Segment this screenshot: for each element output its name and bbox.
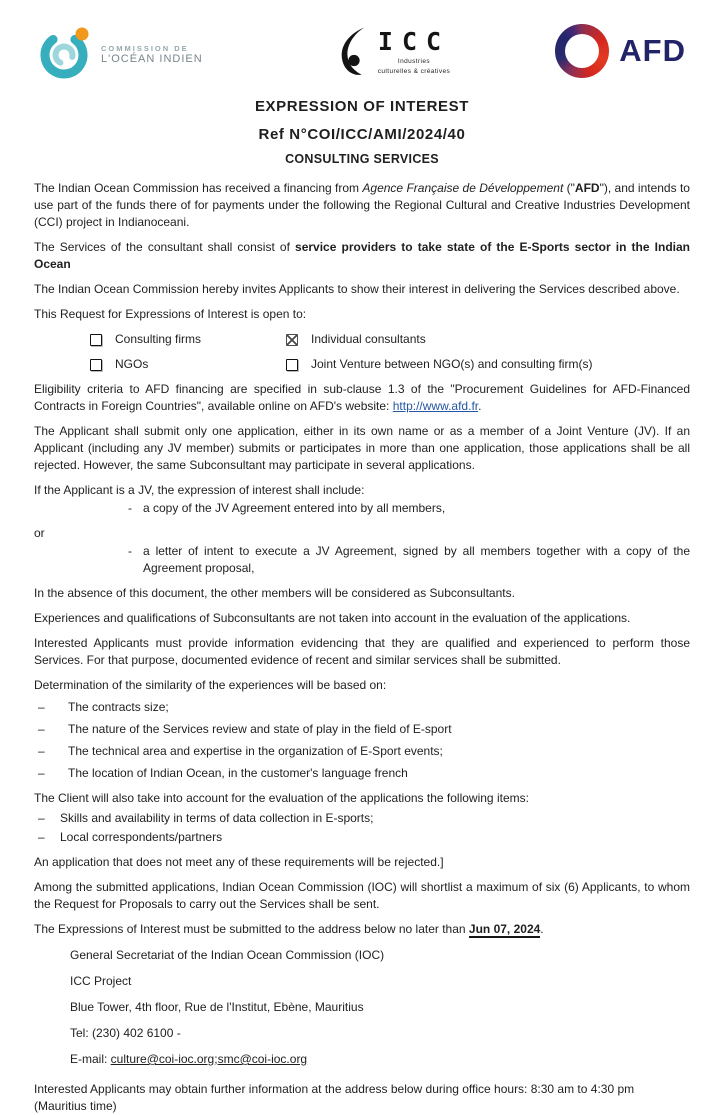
open-to-paragraph <box>34 306 690 323</box>
item-text <box>143 500 690 517</box>
icc-logo <box>338 26 450 83</box>
document-subtitle: CONSULTING SERVICES <box>285 152 439 166</box>
text-segment: AFD <box>574 181 600 195</box>
dash-bullet: – <box>38 722 45 736</box>
text-segment: The Indian Ocean Commission hereby invites Applicants to show their interest in delivering the Services described above. <box>34 282 680 296</box>
reference-number: Ref N°COI/ICC/AMI/2024/40 <box>258 126 466 143</box>
rejection-paragraph <box>34 854 690 871</box>
text-segment: The Services of the consultant shall consist of <box>34 240 296 254</box>
coi-logo <box>36 24 203 87</box>
afd-wordmark: AFD <box>619 33 686 68</box>
single-application-paragraph <box>34 423 690 474</box>
text-segment: General Secretariat of the Indian Ocean Commission (IOC) <box>70 948 385 962</box>
logo-header <box>0 0 724 90</box>
text-segment: If the Applicant is a JV, the expression of interest shall include: <box>34 483 365 497</box>
text-segment: The Expressions of Interest must be submitted to the address below no later than <box>34 922 469 936</box>
coi-logo-line2: L'OCÉAN INDIEN <box>101 53 203 66</box>
list-item-text: Skills and availability in terms of data collection in E-sports; <box>60 811 374 825</box>
text-segment: In the absence of this document, the other members will be considered as Subconsultants. <box>34 586 515 600</box>
checkbox-checked-icon[interactable] <box>286 334 298 346</box>
address-line-tel <box>34 1025 690 1042</box>
text-segment: . <box>540 922 544 936</box>
text-segment: Blue Tower, 4th floor, Rue de l'Institut, Ebène, Mauritius <box>70 1000 364 1014</box>
dash-bullet: – <box>38 830 45 844</box>
checkbox-unchecked-icon[interactable] <box>90 334 102 346</box>
item-text <box>143 543 690 577</box>
text-segment: The Applicant shall submit only one application, either in its own name or as a member of a Joint Venture (JV). If an Applicant (including any JV member) submits or participates in more than one application, those applications shall be all rejected. However, the same Subconsultant may participate in several applications. <box>34 424 690 472</box>
text-segment: ; <box>214 1052 218 1066</box>
jv-intro-paragraph <box>34 482 690 499</box>
title-block <box>0 98 724 166</box>
list-item-text: The nature of the Services review and state of play in the field of E-sport <box>68 722 452 736</box>
office-hours-paragraph <box>34 1081 690 1115</box>
coi-logo-line1: COMMISSION DE <box>101 43 189 53</box>
dash-bullet: – <box>38 766 45 780</box>
coi-swirl-icon <box>36 24 94 87</box>
list-item-text: The contracts size; <box>68 700 169 714</box>
checkbox-label: Joint Venture between NGO(s) and consulting firm(s) <box>311 357 593 371</box>
checkbox-option <box>286 331 426 348</box>
checkbox-label: NGOs <box>115 357 149 371</box>
eligibility-checkboxes <box>34 331 690 373</box>
text-segment: An application that does not meet any of these requirements will be rejected.] <box>34 855 444 869</box>
text-segment: Eligibility criteria to AFD financing are specified in sub-clause 1.3 of the "Procurement Guidelines for AFD-Financed Contracts in Foreign Countries", available online on AFD's website: <box>34 382 690 413</box>
address-line-secretariat <box>34 947 690 964</box>
text-segment: "), and intends to use part of the funds there of for payments under the following the Regional Cultural and Creative Industries Development (CCI) project in Indianoceani. <box>34 181 690 229</box>
icc-mark-icon <box>338 26 370 83</box>
document-title: EXPRESSION OF INTEREST <box>254 98 470 115</box>
list-item <box>34 721 690 738</box>
list-item <box>34 765 690 782</box>
client-items-paragraph <box>34 790 690 807</box>
email-link[interactable]: culture@coi-ioc.org <box>110 1052 215 1066</box>
afd-ring-icon <box>555 24 609 78</box>
checkbox-row <box>90 356 690 373</box>
list-item <box>34 829 690 846</box>
dash-bullet: - <box>128 544 132 558</box>
intro-paragraph <box>34 180 690 231</box>
icc-logo-text <box>378 26 450 77</box>
icc-subtitle: Industries culturelles & créatives <box>377 58 451 75</box>
similarity-criteria-list <box>34 699 690 782</box>
document-body <box>0 166 724 1115</box>
list-item <box>34 743 690 760</box>
list-item <box>34 810 690 827</box>
list-item <box>34 699 690 716</box>
address-line-email <box>34 1051 690 1068</box>
text-segment: This Request for Expressions of Interest is open to: <box>34 307 307 321</box>
text-segment: Interested Applicants may obtain further information at the address below during office hours: 8:30 am to 4:30 pm (Mauritius time) <box>34 1082 635 1113</box>
text-segment: Experiences and qualifications of Subconsultants are not taken into account in the evaluation of the applications. <box>34 611 631 625</box>
subconsultants-paragraph <box>34 610 690 627</box>
services-paragraph <box>34 239 690 273</box>
text-segment: E-mail: <box>70 1052 111 1066</box>
eligibility-paragraph <box>34 381 690 415</box>
dash-bullet: – <box>38 811 45 825</box>
coi-orange-dot <box>76 28 89 41</box>
email-link[interactable]: smc@coi-ioc.org <box>217 1052 308 1066</box>
icc-wordmark: ICC <box>377 27 451 56</box>
list-item-text: The technical area and expertise in the organization of E-Sport events; <box>68 744 443 758</box>
checkbox-label: Individual consultants <box>311 332 426 346</box>
checkbox-unchecked-icon[interactable] <box>286 359 298 371</box>
address-line-street <box>34 999 690 1016</box>
text-segment: or <box>34 526 45 540</box>
checkbox-option <box>90 331 286 348</box>
jv-item-2 <box>34 543 690 577</box>
list-item-text: Local correspondents/partners <box>60 830 223 844</box>
dash-bullet: – <box>38 700 45 714</box>
jv-item-1 <box>34 500 690 517</box>
text-segment: a letter of intent to execute a JV Agreement, signed by all members together with a copy of the Agreement proposal, <box>143 544 690 575</box>
text-segment: Interested Applicants must provide information evidencing that they are qualified and experienced to perform those Services. For that purpose, documented evidence of recent and similar services shall be submitted. <box>34 636 690 667</box>
checkbox-label: Consulting firms <box>115 332 202 346</box>
afd-logo <box>555 24 686 78</box>
text-segment: (" <box>563 181 575 195</box>
text-segment: The Indian Ocean Commission has received a financing from <box>34 181 363 195</box>
text-segment: . <box>478 399 482 413</box>
text-segment: ICC Project <box>70 974 132 988</box>
list-item-text: The location of Indian Ocean, in the customer's language french <box>68 766 408 780</box>
text-segment: Tel: (230) 402 6100 - <box>70 1026 181 1040</box>
or-line <box>34 525 690 542</box>
text-segment: Jun 07, 2024 <box>468 922 541 936</box>
text-segment: Determination of the similarity of the experiences will be based on: <box>34 678 387 692</box>
text-segment: Among the submitted applications, Indian Ocean Commission (IOC) will shortlist a maximum of six (6) Applicants, to whom the Request for Proposals to carry out the Services shall be sent. <box>34 880 690 911</box>
checkbox-unchecked-icon[interactable] <box>90 359 102 371</box>
hyperlink[interactable]: http://www.afd.fr <box>392 399 479 413</box>
determination-paragraph <box>34 677 690 694</box>
text-segment: service providers to take state of the E-Sports sector in the Indian Ocean <box>34 240 690 271</box>
coi-logo-text <box>101 45 203 66</box>
checkbox-row <box>90 331 690 348</box>
absence-paragraph <box>34 585 690 602</box>
checkbox-option <box>90 356 286 373</box>
checkbox-option <box>286 356 592 373</box>
text-segment: a copy of the JV Agreement entered into by all members, <box>143 501 446 515</box>
dash-bullet: - <box>128 501 132 515</box>
dash-bullet: – <box>38 744 45 758</box>
invitation-paragraph <box>34 281 690 298</box>
client-items-list <box>34 810 690 846</box>
text-segment: Agence Française de Développement <box>362 181 564 195</box>
evidence-paragraph <box>34 635 690 669</box>
shortlist-paragraph <box>34 879 690 913</box>
address-line-project <box>34 973 690 990</box>
text-segment: The Client will also take into account for the evaluation of the applications the following items: <box>34 791 529 805</box>
deadline-paragraph <box>34 921 690 938</box>
